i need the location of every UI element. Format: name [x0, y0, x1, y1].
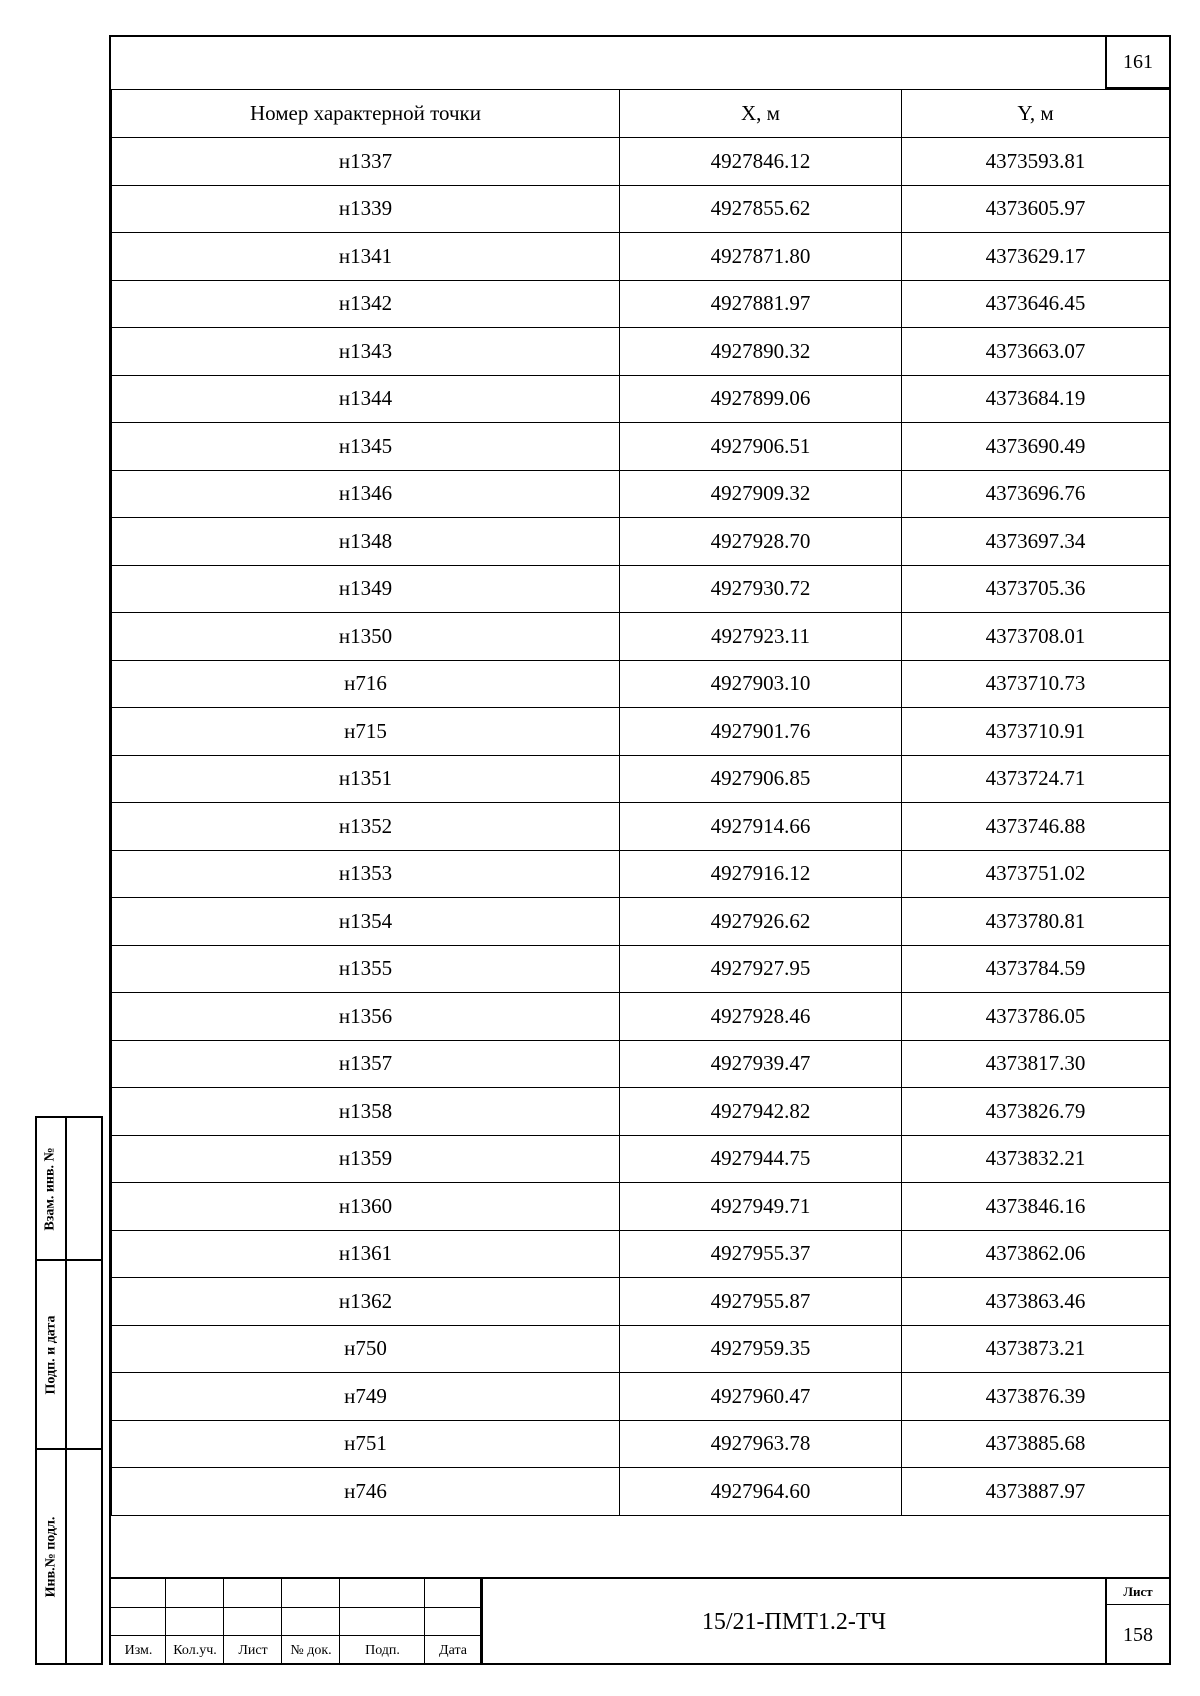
cell-point-number: н1343 — [112, 328, 620, 376]
cell-y: 4373697.34 — [902, 518, 1170, 566]
cell-y: 4373780.81 — [902, 898, 1170, 946]
cell-x: 4927942.82 — [620, 1088, 902, 1136]
cell-y: 4373885.68 — [902, 1420, 1170, 1468]
cell-point-number: н1360 — [112, 1183, 620, 1231]
cell-y: 4373684.19 — [902, 375, 1170, 423]
cell-point-number: н1358 — [112, 1088, 620, 1136]
cell-x: 4927939.47 — [620, 1040, 902, 1088]
label-date: Дата — [439, 1643, 467, 1658]
cell-point-number: н1337 — [112, 138, 620, 186]
table-row — [112, 423, 1170, 471]
label-signature: Подп. — [365, 1643, 400, 1658]
sheet-label: Лист — [1107, 1579, 1169, 1605]
table-row — [112, 470, 1170, 518]
cell-y: 4373705.36 — [902, 565, 1170, 613]
cell-point-number: н1341 — [112, 233, 620, 281]
cell-x: 4927926.62 — [620, 898, 902, 946]
stamp-inv-orig-label: Инв.№ подл. — [43, 1516, 58, 1597]
cell-x: 4927923.11 — [620, 613, 902, 661]
table-row — [112, 1230, 1170, 1278]
cell-point-number: н715 — [112, 708, 620, 756]
cell-point-number: н746 — [112, 1468, 620, 1516]
cell-point-number: н1351 — [112, 755, 620, 803]
cell-x: 4927899.06 — [620, 375, 902, 423]
cell-x: 4927930.72 — [620, 565, 902, 613]
cell-y: 4373646.45 — [902, 280, 1170, 328]
cell-point-number: н1362 — [112, 1278, 620, 1326]
table-row — [112, 945, 1170, 993]
cell-y: 4373690.49 — [902, 423, 1170, 471]
table-body — [112, 138, 1170, 1516]
stamp-sign-date — [35, 1259, 103, 1450]
cell-x: 4927881.97 — [620, 280, 902, 328]
table-row — [112, 1373, 1170, 1421]
coordinates-table — [111, 89, 1170, 1516]
cell-point-number: н1361 — [112, 1230, 620, 1278]
cell-x: 4927944.75 — [620, 1135, 902, 1183]
cell-y: 4373751.02 — [902, 850, 1170, 898]
cell-point-number: н1355 — [112, 945, 620, 993]
table-row — [112, 138, 1170, 186]
table-row — [112, 1135, 1170, 1183]
cell-x: 4927846.12 — [620, 138, 902, 186]
cell-y: 4373826.79 — [902, 1088, 1170, 1136]
table-row — [112, 708, 1170, 756]
cell-x: 4927906.85 — [620, 755, 902, 803]
cell-y: 4373663.07 — [902, 328, 1170, 376]
cell-point-number: н750 — [112, 1325, 620, 1373]
cell-point-number: н716 — [112, 660, 620, 708]
cell-y: 4373708.01 — [902, 613, 1170, 661]
cell-x: 4927855.62 — [620, 185, 902, 233]
cell-x: 4927949.71 — [620, 1183, 902, 1231]
stamp-replace-inv-label: Взам. инв. № — [43, 1146, 59, 1231]
cell-x: 4927964.60 — [620, 1468, 902, 1516]
cell-point-number: н1339 — [112, 185, 620, 233]
label-doc-number: № док. — [290, 1643, 332, 1658]
cell-x: 4927871.80 — [620, 233, 902, 281]
table-row — [112, 1325, 1170, 1373]
cell-point-number: н1357 — [112, 1040, 620, 1088]
table-row — [112, 898, 1170, 946]
stamp-sign-date-label: Подп. и дата — [43, 1315, 58, 1394]
table-row — [112, 1183, 1170, 1231]
cell-x: 4927903.10 — [620, 660, 902, 708]
cell-y: 4373846.16 — [902, 1183, 1170, 1231]
cell-x: 4927928.46 — [620, 993, 902, 1041]
cell-point-number: н1352 — [112, 803, 620, 851]
document-code: 15/21-ПМТ1.2-ТЧ — [481, 1579, 1105, 1665]
stamp-replace-inv — [35, 1116, 103, 1261]
cell-point-number: н1344 — [112, 375, 620, 423]
cell-point-number: н1359 — [112, 1135, 620, 1183]
header-point-number: Номер характерной точки — [112, 90, 620, 138]
cell-x: 4927914.66 — [620, 803, 902, 851]
cell-point-number: н1350 — [112, 613, 620, 661]
table-row — [112, 993, 1170, 1041]
table-row — [112, 1468, 1170, 1516]
cell-point-number: н1345 — [112, 423, 620, 471]
table-row — [112, 1040, 1170, 1088]
cell-y: 4373887.97 — [902, 1468, 1170, 1516]
title-block — [111, 1577, 1169, 1663]
cell-point-number: н749 — [112, 1373, 620, 1421]
cell-y: 4373817.30 — [902, 1040, 1170, 1088]
cell-y: 4373876.39 — [902, 1373, 1170, 1421]
cell-x: 4927960.47 — [620, 1373, 902, 1421]
table-row — [112, 328, 1170, 376]
cell-y: 4373746.88 — [902, 803, 1170, 851]
cell-y: 4373724.71 — [902, 755, 1170, 803]
cell-x: 4927955.37 — [620, 1230, 902, 1278]
label-count: Кол.уч. — [173, 1643, 217, 1658]
sheet-box — [1105, 1579, 1169, 1665]
table-header-row — [112, 90, 1170, 138]
cell-point-number: н1354 — [112, 898, 620, 946]
header-y: Y, м — [902, 90, 1170, 138]
cell-x: 4927909.32 — [620, 470, 902, 518]
cell-point-number: н1346 — [112, 470, 620, 518]
label-sheet: Лист — [238, 1643, 268, 1658]
cell-x: 4927955.87 — [620, 1278, 902, 1326]
cell-y: 4373784.59 — [902, 945, 1170, 993]
cell-x: 4927906.51 — [620, 423, 902, 471]
cell-y: 4373696.76 — [902, 470, 1170, 518]
cell-x: 4927916.12 — [620, 850, 902, 898]
cell-x: 4927963.78 — [620, 1420, 902, 1468]
table-row — [112, 613, 1170, 661]
page-number: 161 — [1105, 37, 1169, 87]
table-row — [112, 185, 1170, 233]
table-row — [112, 850, 1170, 898]
cell-point-number: н751 — [112, 1420, 620, 1468]
cell-y: 4373832.21 — [902, 1135, 1170, 1183]
table-row — [112, 280, 1170, 328]
cell-x: 4927890.32 — [620, 328, 902, 376]
cell-y: 4373710.91 — [902, 708, 1170, 756]
table-row — [112, 1088, 1170, 1136]
cell-y: 4373629.17 — [902, 233, 1170, 281]
header-x: X, м — [620, 90, 902, 138]
sheet-number: 158 — [1123, 1623, 1153, 1646]
cell-point-number: н1349 — [112, 565, 620, 613]
cell-x: 4927927.95 — [620, 945, 902, 993]
cell-y: 4373710.73 — [902, 660, 1170, 708]
cell-y: 4373873.21 — [902, 1325, 1170, 1373]
table-row — [112, 233, 1170, 281]
table-row — [112, 660, 1170, 708]
revision-grid — [111, 1579, 481, 1665]
table-row — [112, 565, 1170, 613]
cell-y: 4373862.06 — [902, 1230, 1170, 1278]
cell-point-number: н1353 — [112, 850, 620, 898]
table-row — [112, 755, 1170, 803]
table-row — [112, 1278, 1170, 1326]
cell-point-number: н1348 — [112, 518, 620, 566]
stamp-inv-orig — [35, 1448, 103, 1665]
cell-y: 4373863.46 — [902, 1278, 1170, 1326]
cell-x: 4927959.35 — [620, 1325, 902, 1373]
cell-point-number: н1356 — [112, 993, 620, 1041]
label-change: Изм. — [124, 1643, 153, 1658]
table-row — [112, 375, 1170, 423]
cell-x: 4927901.76 — [620, 708, 902, 756]
cell-y: 4373605.97 — [902, 185, 1170, 233]
table-row — [112, 803, 1170, 851]
table-row — [112, 1420, 1170, 1468]
cell-point-number: н1342 — [112, 280, 620, 328]
cell-y: 4373786.05 — [902, 993, 1170, 1041]
cell-y: 4373593.81 — [902, 138, 1170, 186]
table-row — [112, 518, 1170, 566]
cell-x: 4927928.70 — [620, 518, 902, 566]
